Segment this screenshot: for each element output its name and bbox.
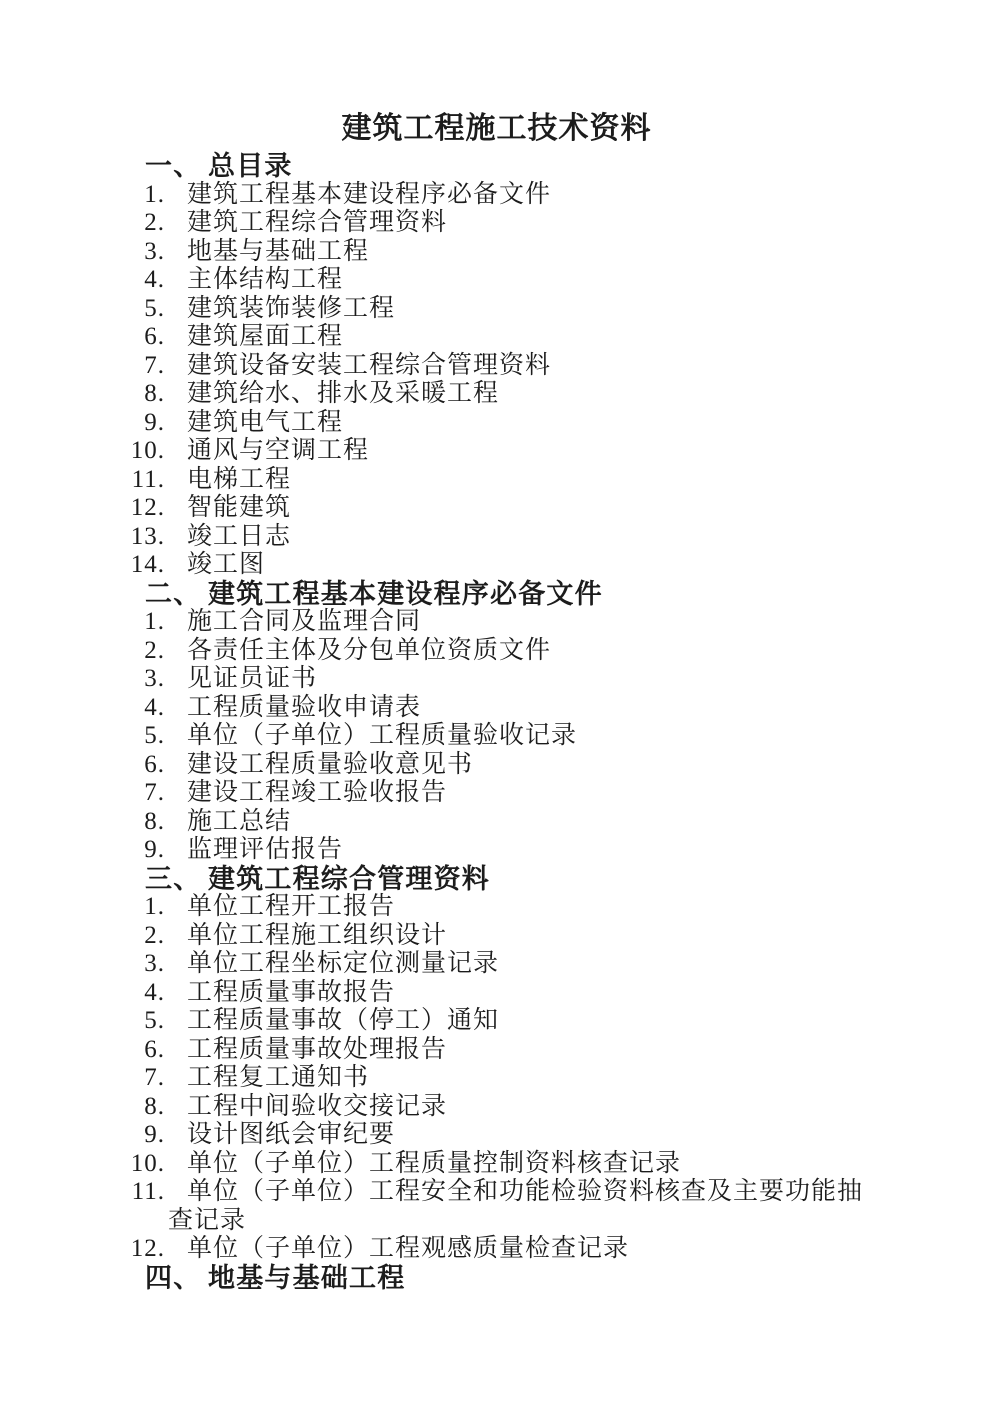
item-number: 1. [144, 608, 165, 635]
document-title: 建筑工程施工技术资料 [341, 112, 652, 145]
item-text: 各责任主体及分包单位资质文件 [187, 636, 552, 664]
item-number: 8. [144, 380, 165, 407]
item-number: 6. [144, 750, 165, 778]
item-text: 电梯工程 [187, 465, 292, 493]
item-number: 10. [130, 437, 165, 464]
list-item [128, 551, 913, 580]
section-marker: 三、 [145, 863, 202, 894]
item-number: 12. [130, 1235, 165, 1262]
item-number: 3. [144, 665, 165, 692]
item-text: 施工合同及监理合同 [187, 608, 422, 635]
item-text: 见证员证书 [187, 665, 318, 692]
item-text: 工程质量事故（停工）通知 [187, 1007, 500, 1034]
list-item [128, 437, 913, 466]
list-item [128, 1178, 913, 1207]
list-item [128, 494, 913, 523]
item-number: 14. [130, 551, 165, 578]
item-text: 通风与空调工程 [187, 437, 370, 464]
list-item [128, 181, 913, 210]
section-heading-4 [145, 1264, 913, 1293]
section-marker: 四、 [145, 1262, 202, 1293]
item-text: 建筑屋面工程 [187, 323, 344, 350]
list-item [128, 295, 913, 324]
item-text: 建设工程质量验收意见书 [187, 750, 474, 778]
item-number: 3. [144, 237, 165, 265]
item-text: 工程质量事故处理报告 [187, 1035, 448, 1063]
list-item [128, 352, 913, 381]
section-heading-3 [145, 865, 913, 894]
list-item [128, 779, 913, 808]
item-text: 建筑设备安装工程综合管理资料 [187, 351, 552, 379]
item-text: 单位工程开工报告 [187, 893, 396, 920]
section-title: 总目录 [208, 151, 293, 181]
list-item-continuation [128, 1207, 913, 1236]
list-item [128, 922, 913, 951]
item-text: 建筑工程基本建设程序必备文件 [187, 180, 552, 208]
item-number: 9. [144, 408, 165, 436]
section-title: 建筑工程基本建设程序必备文件 [208, 578, 603, 609]
section-marker: 一、 [145, 151, 202, 181]
list-item [128, 950, 913, 979]
item-number: 13. [130, 522, 165, 550]
list-item [128, 836, 913, 865]
item-text: 施工总结 [187, 807, 292, 835]
item-text: 智能建筑 [187, 494, 292, 521]
section-heading-1 [145, 152, 913, 181]
list-item [128, 1121, 913, 1150]
item-text: 建筑工程综合管理资料 [187, 209, 448, 236]
item-text: 竣工日志 [187, 522, 292, 550]
list-item [128, 323, 913, 352]
item-text: 建筑装饰装修工程 [187, 294, 396, 322]
item-number: 5. [144, 294, 165, 322]
item-number: 2. [144, 209, 165, 236]
item-number: 4. [144, 266, 165, 293]
item-number: 3. [144, 950, 165, 977]
item-number: 7. [144, 351, 165, 379]
list-item [128, 209, 913, 238]
list-item [128, 1093, 913, 1122]
item-number: 11. [131, 465, 165, 493]
item-number: 1. [144, 893, 165, 920]
item-text: 单位（子单位）工程观感质量检查记录 [187, 1235, 630, 1262]
list-item [128, 893, 913, 922]
item-number: 7. [144, 1064, 165, 1091]
item-number: 6. [144, 1035, 165, 1063]
table-of-contents [128, 152, 913, 1292]
list-item [128, 751, 913, 780]
item-text: 建筑给水、排水及采暖工程 [187, 380, 500, 407]
item-number: 11. [131, 1178, 165, 1205]
item-text: 工程质量事故报告 [187, 978, 396, 1006]
item-text: 单位（子单位）工程安全和功能检验资料核查及主要功能抽 [187, 1178, 864, 1205]
list-item [128, 694, 913, 723]
list-item [128, 409, 913, 438]
item-text: 设计图纸会审纪要 [187, 1121, 396, 1148]
section-title: 地基与基础工程 [208, 1262, 406, 1293]
item-text: 竣工图 [187, 551, 266, 578]
list-item [128, 1064, 913, 1093]
item-text: 工程质量验收申请表 [187, 693, 422, 721]
item-number: 2. [144, 921, 165, 949]
item-text: 工程复工通知书 [187, 1064, 370, 1091]
item-number: 9. [144, 836, 165, 863]
item-text: 建设工程竣工验收报告 [187, 779, 448, 806]
item-number: 12. [130, 494, 165, 521]
item-text: 单位（子单位）工程质量控制资料核查记录 [187, 1149, 682, 1177]
item-number: 5. [144, 1007, 165, 1034]
item-text: 单位工程施工组织设计 [187, 921, 448, 949]
list-item [128, 722, 913, 751]
list-item [128, 1007, 913, 1036]
item-number: 8. [144, 807, 165, 835]
item-number: 2. [144, 636, 165, 664]
item-number: 4. [144, 978, 165, 1006]
list-item [128, 1150, 913, 1179]
list-item [128, 808, 913, 837]
list-item [128, 608, 913, 637]
list-item [128, 665, 913, 694]
item-number: 5. [144, 722, 165, 749]
item-number: 9. [144, 1121, 165, 1148]
list-item [128, 466, 913, 495]
item-text: 监理评估报告 [187, 836, 344, 863]
section-title: 建筑工程综合管理资料 [208, 863, 490, 894]
item-text: 单位工程坐标定位测量记录 [187, 950, 500, 977]
list-item [128, 1235, 913, 1264]
list-item [128, 637, 913, 666]
list-item [128, 266, 913, 295]
item-text: 单位（子单位）工程质量验收记录 [187, 722, 578, 749]
item-text: 工程中间验收交接记录 [187, 1092, 448, 1120]
list-item [128, 1036, 913, 1065]
item-text: 主体结构工程 [187, 266, 344, 293]
item-number: 4. [144, 693, 165, 721]
list-item [128, 380, 913, 409]
item-number: 8. [144, 1092, 165, 1120]
item-text-continuation: 查记录 [168, 1206, 247, 1234]
item-number: 10. [130, 1149, 165, 1177]
list-item [128, 238, 913, 267]
section-heading-2 [145, 580, 913, 609]
list-item [128, 523, 913, 552]
item-number: 7. [144, 779, 165, 806]
list-item [128, 979, 913, 1008]
item-text: 地基与基础工程 [187, 237, 370, 265]
item-number: 6. [144, 323, 165, 350]
item-text: 建筑电气工程 [187, 408, 344, 436]
section-marker: 二、 [145, 578, 202, 609]
item-number: 1. [144, 180, 165, 208]
